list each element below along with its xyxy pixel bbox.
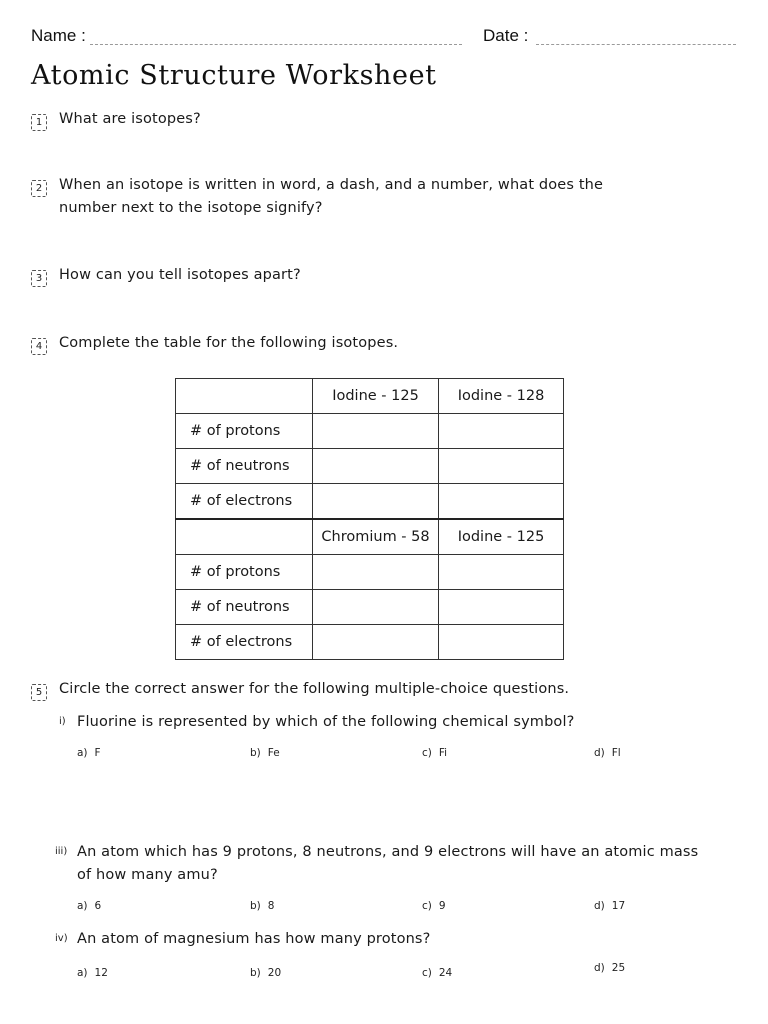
option-text: 24 [438,967,453,979]
subquestion-text [77,841,698,887]
table-row [176,414,564,449]
option-letter: a) [77,747,88,759]
name-label: Name : [31,26,86,45]
option-letter: d) [594,900,605,912]
question-number-badge: 1 [31,114,47,131]
question-number-badge: 5 [31,684,47,701]
answer-option[interactable] [77,747,101,759]
option-letter: c) [422,900,432,912]
answer-option[interactable] [422,900,446,912]
answer-option[interactable] [594,747,621,759]
subquestion-numeral: i) [59,716,66,727]
option-text: 9 [438,900,446,912]
table-column-header: Chromium - 58 [313,519,439,555]
option-letter: b) [250,747,261,759]
question-line: number next to the isotope signify? [59,200,323,216]
question-line: Complete the table for the following isotopes. [59,335,399,351]
answer-cell[interactable] [313,449,439,484]
date-field-line[interactable] [536,44,736,45]
table-row-label: # of neutrons [176,449,313,484]
table-row-label: # of protons [176,555,313,590]
question-5-text [59,678,569,701]
question-number-badge: 4 [31,338,47,355]
answer-cell[interactable] [313,414,439,449]
answer-cell[interactable] [313,625,439,660]
option-letter: b) [250,900,261,912]
table-row [176,484,564,520]
answer-option[interactable] [77,967,108,979]
question-3-text [59,264,301,287]
table-row-label: # of electrons [176,484,313,520]
answer-cell[interactable] [439,449,564,484]
worksheet-title: Atomic Structure Worksheet [31,60,437,91]
answer-option[interactable] [422,747,447,759]
answer-option[interactable] [594,900,625,912]
table-row [176,555,564,590]
question-line: When an isotope is written in word, a dash, and a number, what does the [59,177,604,193]
option-letter: c) [422,747,432,759]
answer-cell[interactable] [313,555,439,590]
table-row-label: # of electrons [176,625,313,660]
subquestion-numeral: iv) [55,933,68,944]
question-1-text [59,108,201,131]
option-letter: c) [422,967,432,979]
subquestion-line: An atom of magnesium has how many protons? [77,931,431,947]
table-header-row [176,379,564,414]
option-letter: d) [594,962,605,974]
subquestion-numeral: iii) [55,846,68,857]
option-text: F [94,747,101,759]
option-letter: b) [250,967,261,979]
table-row-label: # of protons [176,414,313,449]
table-row-label: # of neutrons [176,590,313,625]
question-4-text [59,332,398,355]
option-text: 25 [611,962,626,974]
question-line: How can you tell isotopes apart? [59,267,301,283]
subquestion-text [77,928,431,951]
table-empty-cell [176,379,313,414]
option-letter: a) [77,967,88,979]
question-line: Circle the correct answer for the following multiple-choice questions. [59,681,570,697]
answer-option[interactable] [250,967,281,979]
subquestion-text [77,711,574,734]
option-text: 8 [267,900,275,912]
answer-option[interactable] [77,900,101,912]
option-text: Fe [267,747,280,759]
option-letter: a) [77,900,88,912]
answer-cell[interactable] [439,555,564,590]
answer-option[interactable] [250,900,274,912]
answer-option[interactable] [422,967,452,979]
table-row [176,449,564,484]
table-column-header: Iodine - 128 [439,379,564,414]
subquestion-line: Fluorine is represented by which of the following chemical symbol? [77,714,575,730]
answer-cell[interactable] [313,590,439,625]
question-2-text [59,174,603,220]
answer-cell[interactable] [439,484,564,520]
option-text: 12 [94,967,108,979]
answer-cell[interactable] [313,484,439,520]
table-row [176,625,564,660]
answer-option[interactable] [250,747,280,759]
table-header-row [176,519,564,555]
question-number-badge: 3 [31,270,47,287]
answer-cell[interactable] [439,625,564,660]
subquestion-line: of how many amu? [77,867,218,883]
option-text: Fi [438,747,448,759]
question-number-badge: 2 [31,180,47,197]
table-column-header: Iodine - 125 [439,519,564,555]
table-empty-cell [176,519,313,555]
answer-cell[interactable] [439,590,564,625]
option-text: Fl [611,747,621,759]
name-field-line[interactable] [90,44,462,45]
date-label: Date : [483,26,529,45]
option-text: 20 [267,967,282,979]
question-line: What are isotopes? [59,111,201,127]
subquestion-line: An atom which has 9 protons, 8 neutrons, and 9 electrons will have an atomic mass [77,844,699,860]
table-row [176,590,564,625]
option-text: 17 [611,900,626,912]
option-letter: d) [594,747,605,759]
option-text: 6 [94,900,102,912]
answer-option[interactable] [594,962,625,974]
isotope-table [175,378,564,660]
answer-cell[interactable] [439,414,564,449]
table-column-header: Iodine - 125 [313,379,439,414]
